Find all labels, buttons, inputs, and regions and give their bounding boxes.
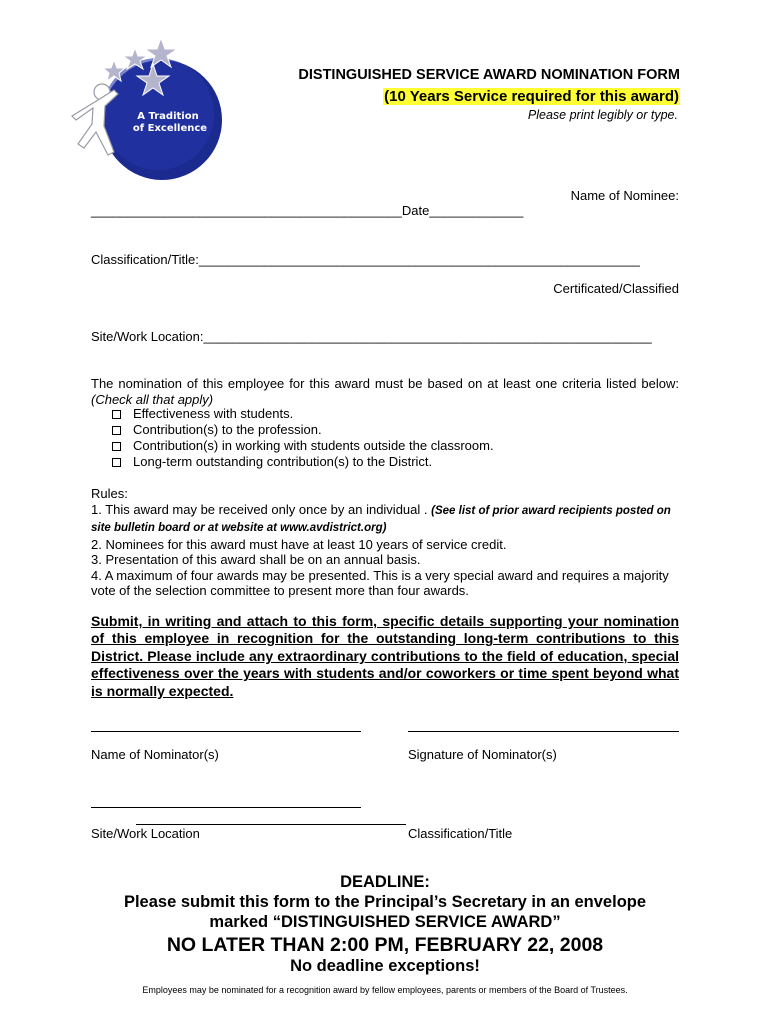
certificated-classified-label: Certificated/Classified (553, 281, 679, 296)
footer-note: Employees may be nominated for a recognition award by fellow employees, parents or members of the Board of Trustees. (142, 985, 628, 995)
criteria-intro-note: (Check all that apply) (91, 392, 214, 407)
classification-label: Classification/Title (408, 826, 513, 841)
nominator-signature-label: Signature of Nominator(s) (408, 747, 557, 762)
criteria-intro (91, 376, 679, 408)
deadline-line-2: marked “DISTINGUISHED SERVICE AWARD” (209, 913, 561, 931)
deadline-line-1: Please submit this form to the Principal’s Secretary in an envelope (123, 893, 647, 911)
criteria-item[interactable]: Contribution(s) in working with students outside the classroom. (112, 438, 494, 454)
site-location-line[interactable]: Site/Work Location:______________________________________________________________ (91, 329, 652, 344)
nominator-name-label: Name of Nominator(s) (91, 747, 219, 762)
rules-section (91, 486, 691, 599)
deadline-date: NO LATER THAN 2:00 PM, FEBRUARY 22, 2008 (166, 934, 604, 956)
checkbox[interactable] (112, 458, 121, 467)
classification-line[interactable]: Classification/Title:_____________________________________________________________ (91, 252, 640, 267)
rule-1-note: (See list of prior award recipients posted on site bulletin board or at website at www.avdistrict.org) (91, 504, 671, 534)
deadline-heading: DEADLINE: (340, 873, 430, 891)
checkbox[interactable] (112, 442, 121, 451)
criteria-item[interactable]: Effectiveness with students. (112, 406, 494, 422)
nominee-date-line[interactable]: ___________________________________________Date_____________ (91, 203, 524, 218)
rules-heading: Rules: (91, 486, 128, 501)
deadline-exceptions: No deadline exceptions! (290, 957, 480, 975)
logo-text-line2: of Excellence (132, 123, 208, 134)
checkbox[interactable] (112, 410, 121, 419)
criteria-item[interactable]: Long-term outstanding contribution(s) to the District. (112, 454, 494, 470)
logo-text-line1: A Tradition (137, 111, 199, 122)
district-logo (58, 34, 228, 194)
form-title: DISTINGUISHED SERVICE AWARD NOMINATION FORM (298, 67, 680, 83)
criteria-item[interactable]: Contribution(s) to the profession. (112, 422, 494, 438)
nominator-name-line[interactable] (91, 731, 361, 732)
rule-3: 3. Presentation of this award shall be on an annual basis. (91, 552, 421, 567)
rule-4: 4. A maximum of four awards may be presented. This is a very special award and requires a majority vote of the selection committee to present more than four awards. (91, 567, 669, 598)
site-location-label: Site/Work Location (91, 826, 200, 841)
rule-1: 1. This award may be received only once by an individual . (See list of prior award recipients posted on site bulletin board or at website at www.avdistrict.org) (91, 501, 671, 534)
checkbox[interactable] (112, 426, 121, 435)
criteria-intro-text: The nomination of this employee for this award must be based on at least one criteria listed below: (91, 376, 679, 391)
classification-line-2[interactable] (136, 824, 406, 825)
criteria-checklist (112, 406, 494, 470)
rule-2: 2. Nominees for this award must have at least 10 years of service credit. (91, 536, 507, 552)
form-subtitle: (10 Years Service required for this award) (384, 88, 679, 105)
nominee-label: Name of Nominee: (570, 188, 679, 203)
print-note: Please print legibly or type. (527, 108, 678, 122)
nominator-signature-line[interactable] (408, 731, 679, 732)
site-location-line-2[interactable] (91, 807, 361, 808)
submit-instructions: Submit, in writing and attach to this form, specific details supporting your nomination of this employee in recognition for the outstanding long-term contributions to this District. Please include any extraordinary contributions to the field of education, special effectiveness over the years with students and/or coworkers or time spent beyond what is normally expected. (91, 613, 679, 699)
